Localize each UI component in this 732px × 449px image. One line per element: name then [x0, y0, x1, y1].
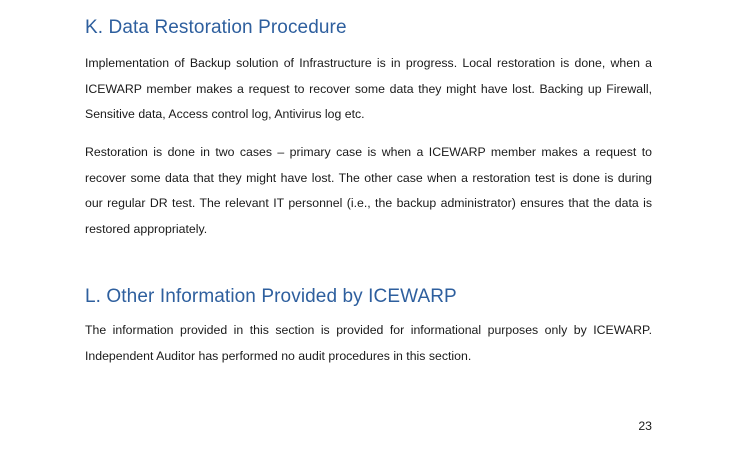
section-k-paragraph-1: Implementation of Backup solution of Infrastructure is in progress. Local restoration is done, when a ICEWARP member makes a request to recover some data they might have lost. Backing up Firewall, Sensitive data, Access control log, Antivirus log etc. [85, 56, 652, 121]
page-number: 23 [638, 419, 652, 433]
section-l-heading: L. Other Information Provided by ICEWARP [85, 286, 457, 307]
section-l-paragraph-1: The information provided in this section is provided for informational purposes only by ICEWARP. Independent Auditor has performed no audit procedures in this section. [85, 323, 652, 363]
section-k-paragraph-2: Restoration is done in two cases – primary case is when a ICEWARP member makes a request to recover some data that they might have lost. The other case when a restoration test is done is during our regular DR test. The relevant IT personnel (i.e., the backup administrator) ensures that the data is restored appropriately. [85, 145, 652, 236]
section-k-heading: K. Data Restoration Procedure [85, 17, 347, 38]
